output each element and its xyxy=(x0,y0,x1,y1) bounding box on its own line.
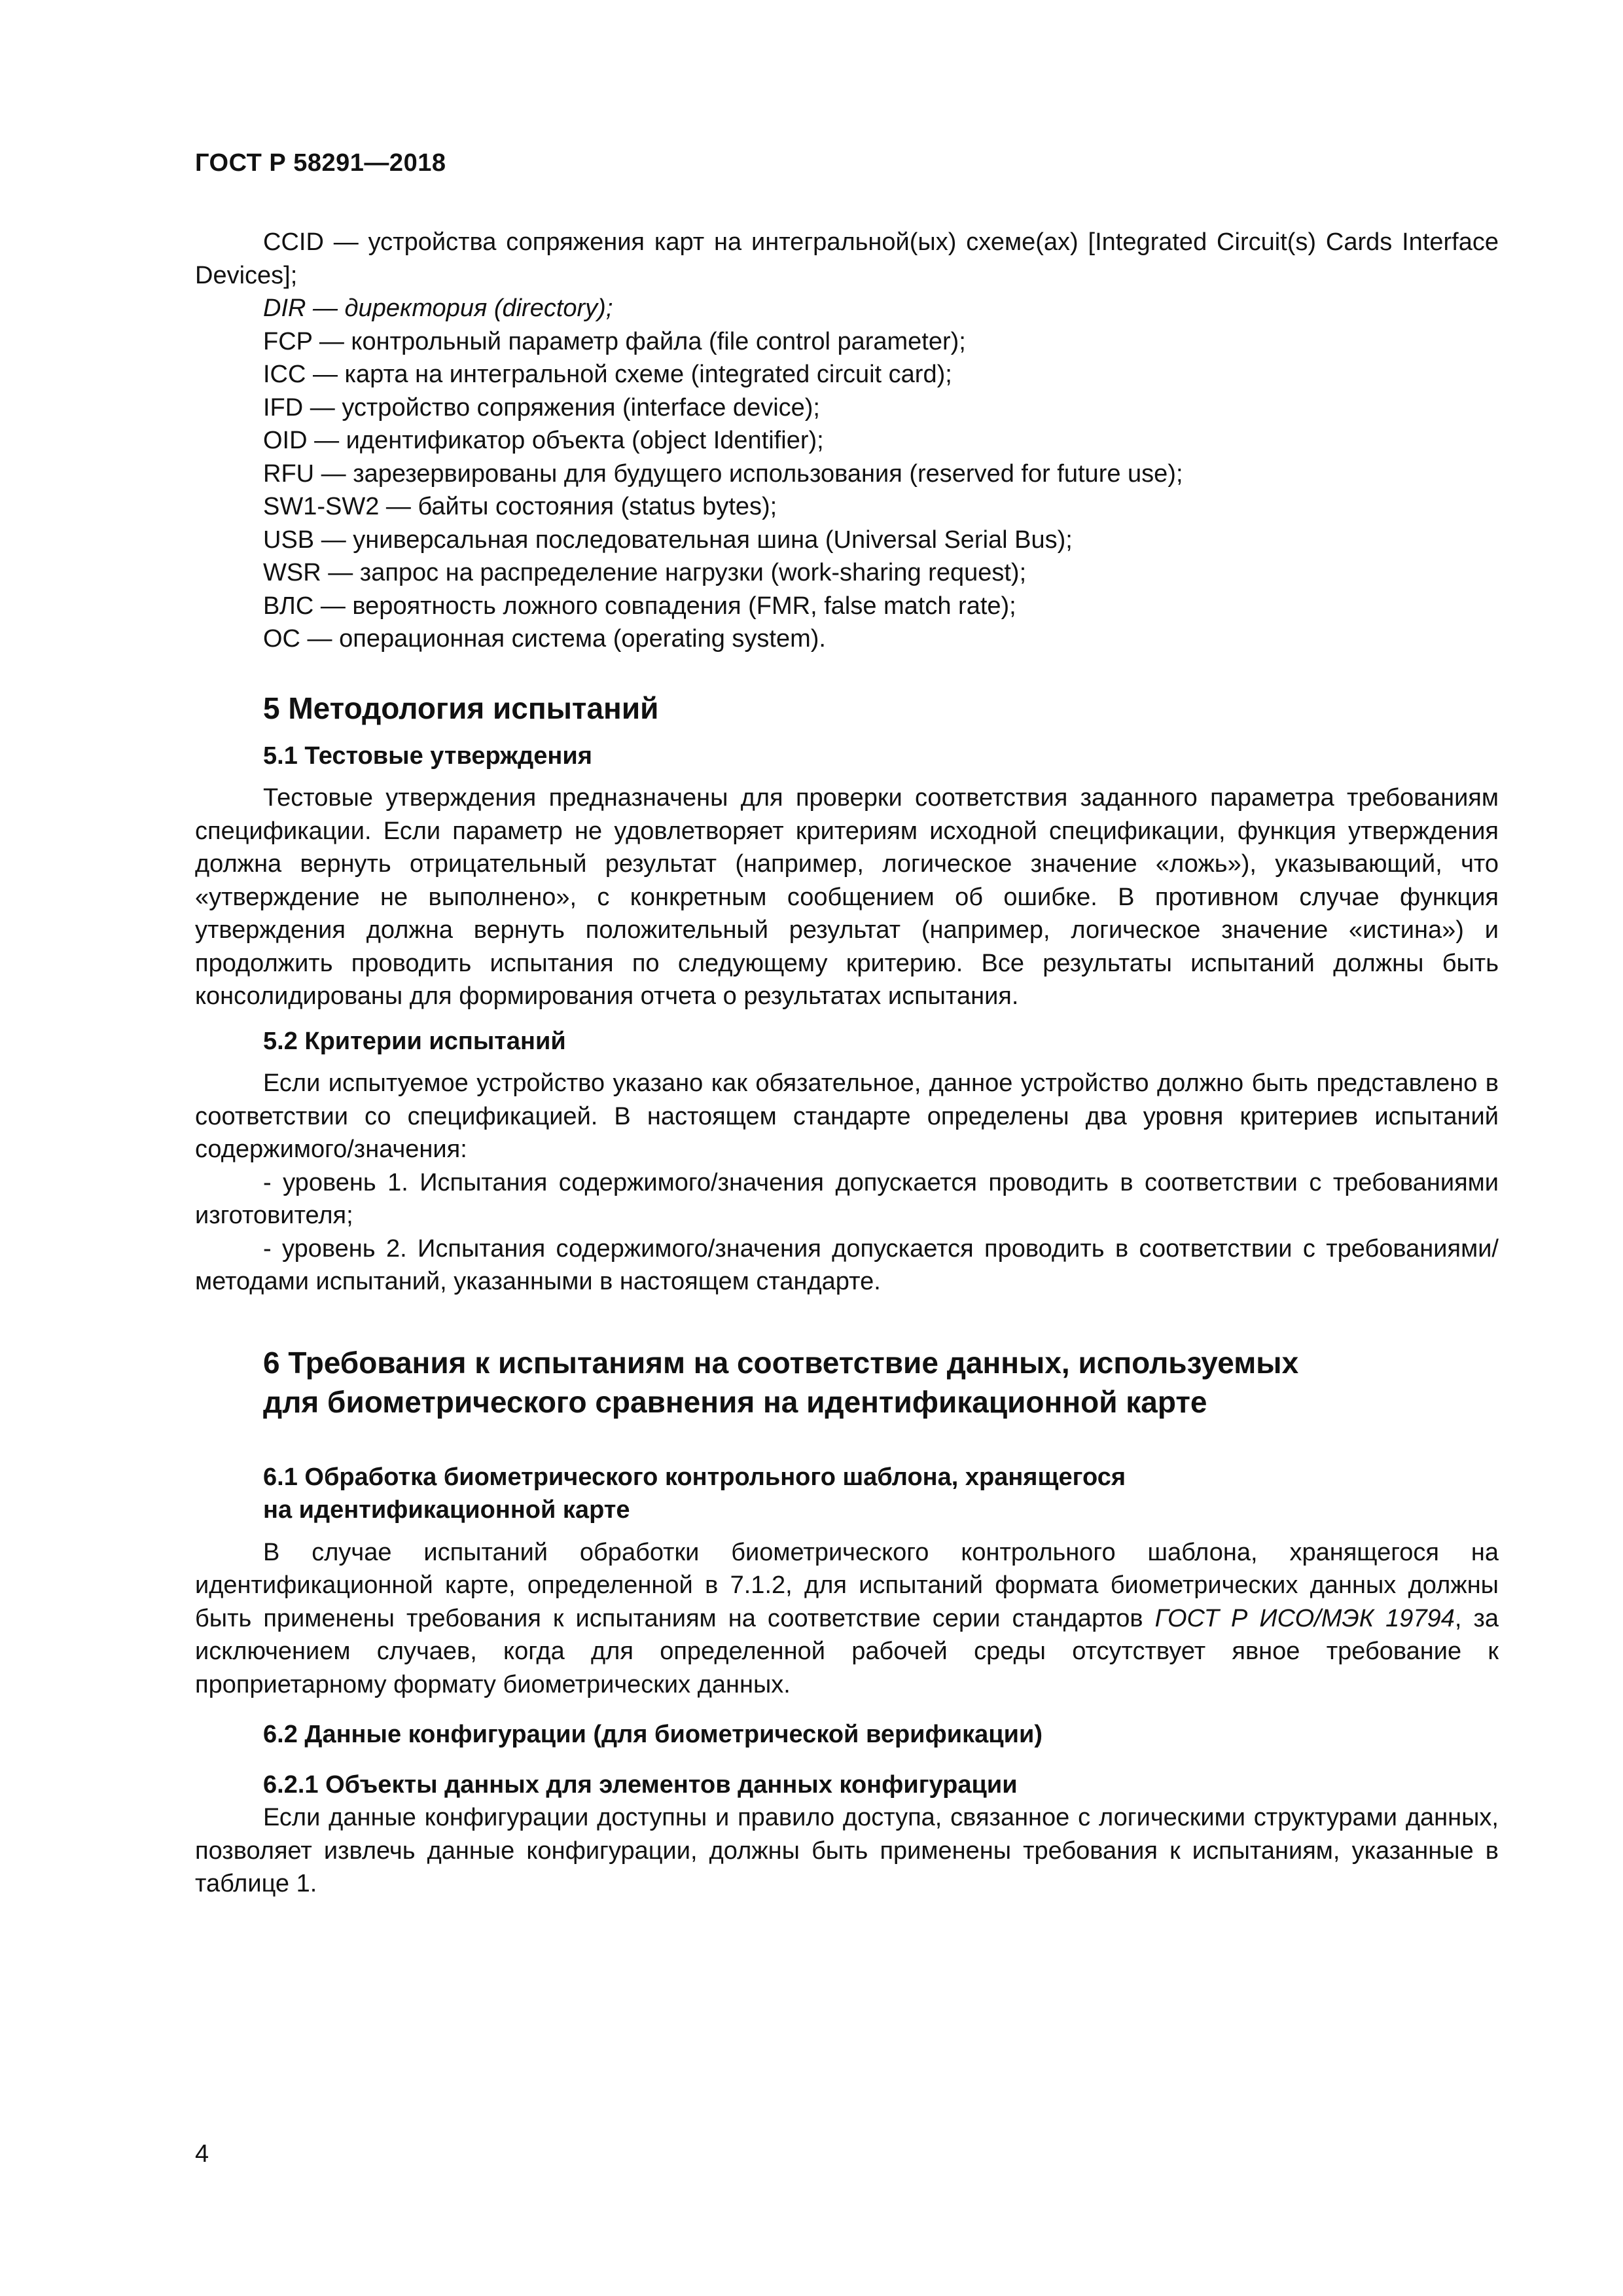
abbreviation-item: ОС — операционная система (operating system). xyxy=(263,625,826,653)
section-6-title-line: 6 Требования к испытаниям на соответствие данных, используемых xyxy=(263,1345,1299,1380)
paragraph-text: В случае испытаний обработки биометрического контрольного шаблона, хранящегося на идентификационной карте, определенной в 7.1.2, для испытаний формата биометрических данных должны быть применены требования к испытаниям на соответствие серии стандартов xyxy=(195,1538,1499,1632)
section-6-2-1-paragraph: Если данные конфигурации доступны и правило доступа, связанное с логическими структурами данных, позволяет извлечь данные конфигурации, должны быть применены требования к испытаниям, указанные в таблице 1. xyxy=(195,1804,1499,1897)
section-6-2-1-title: 6.2.1 Объекты данных для элементов данных конфигурации xyxy=(263,1770,1018,1799)
abbreviation-item: DIR — директория (directory); xyxy=(263,295,613,322)
criteria-level-item: - уровень 2. Испытания содержимого/значения допускается проводить в соответствии с требованиями/методами испытаний, указанными в настоящем стандарте. xyxy=(195,1234,1499,1295)
section-5-1-paragraph: Тестовые утверждения предназначены для проверки соответствия заданного параметра требованиям спецификации. Если параметр не удовлетворяет критериям исходной спецификации, функция утверждения должна вернуть отрицательный результат (например, логическое значение «ложь»), указывающий, что «утверждение не выполнено», с конкретным сообщением об ошибке. В противном случае функция утверждения должна вернуть положительный результат (например, логическое значение «истина») и продолжить проводить испытания по следующему критерию. Все результаты испытаний должны быть консолидированы для формирования отчета о результатах испытания. xyxy=(195,784,1499,1010)
abbreviation-item: WSR — запрос на распределение нагрузки (work-sharing request); xyxy=(263,559,1027,586)
section-6-2-title: 6.2 Данные конфигурации (для биометрической верификации) xyxy=(263,1721,1043,1748)
abbreviations-list xyxy=(195,226,1499,656)
abbreviation-item: SW1-SW2 — байты состояния (status bytes); xyxy=(263,493,777,520)
section-6-title-line: для биометрического сравнения на идентификационной карте xyxy=(263,1384,1207,1419)
abbreviation-item: ICC — карта на интегральной схеме (integrated circuit card); xyxy=(263,361,952,388)
section-6-1-paragraph xyxy=(195,1536,1499,1702)
standard-reference: ГОСТ Р ИСО/МЭК 19794 xyxy=(1154,1604,1455,1632)
abbreviation-item: OID — идентификатор объекта (object Identifier); xyxy=(263,427,824,454)
section-5-2-paragraph: Если испытуемое устройство указано как обязательное, данное устройство должно быть представлено в соответствии со спецификацией. В настоящем стандарте определены два уровня критериев испытаний содержимого/значения: xyxy=(195,1069,1499,1163)
page-number: 4 xyxy=(195,2140,209,2168)
abbreviation-item: IFD — устройство сопряжения (interface device); xyxy=(263,393,820,422)
page-content xyxy=(195,226,1499,1901)
section-6-1-title-line: на идентификационной карте xyxy=(263,1496,630,1524)
abbreviation-item: FCP — контрольный параметр файла (file control parameter); xyxy=(263,327,966,355)
criteria-level-item: - уровень 1. Испытания содержимого/значения допускается проводить в соответствии с требованиями изготовителя; xyxy=(195,1168,1499,1229)
paragraph-text: , за исключением случаев, когда для определенной рабочей среды отсутствует явное требование к проприетарному формату биометрических данных. xyxy=(195,1604,1499,1698)
section-6-1-title-line: 6.1 Обработка биометрического контрольного шаблона, хранящегося xyxy=(263,1463,1126,1491)
section-6-title xyxy=(195,1343,1499,1422)
section-5-title: 5 Методология испытаний xyxy=(263,691,659,725)
abbreviation-item: CCID — устройства сопряжения карт на интегральной(ых) схеме(ах) [Integrated Circuit(s) Cards Interface Devices]; xyxy=(195,228,1499,289)
section-5-2-title: 5.2 Критерии испытаний xyxy=(263,1027,566,1055)
abbreviation-item: ВЛС — вероятность ложного совпадения (FMR, false match rate); xyxy=(263,592,1016,620)
standard-header: ГОСТ Р 58291—2018 xyxy=(195,149,446,177)
abbreviation-item: USB — универсальная последовательная шина (Universal Serial Bus); xyxy=(263,526,1073,554)
abbreviation-item: RFU — зарезервированы для будущего использования (reserved for future use); xyxy=(263,459,1183,488)
section-6-1-title xyxy=(195,1461,1499,1527)
section-5-1-title: 5.1 Тестовые утверждения xyxy=(263,742,592,770)
